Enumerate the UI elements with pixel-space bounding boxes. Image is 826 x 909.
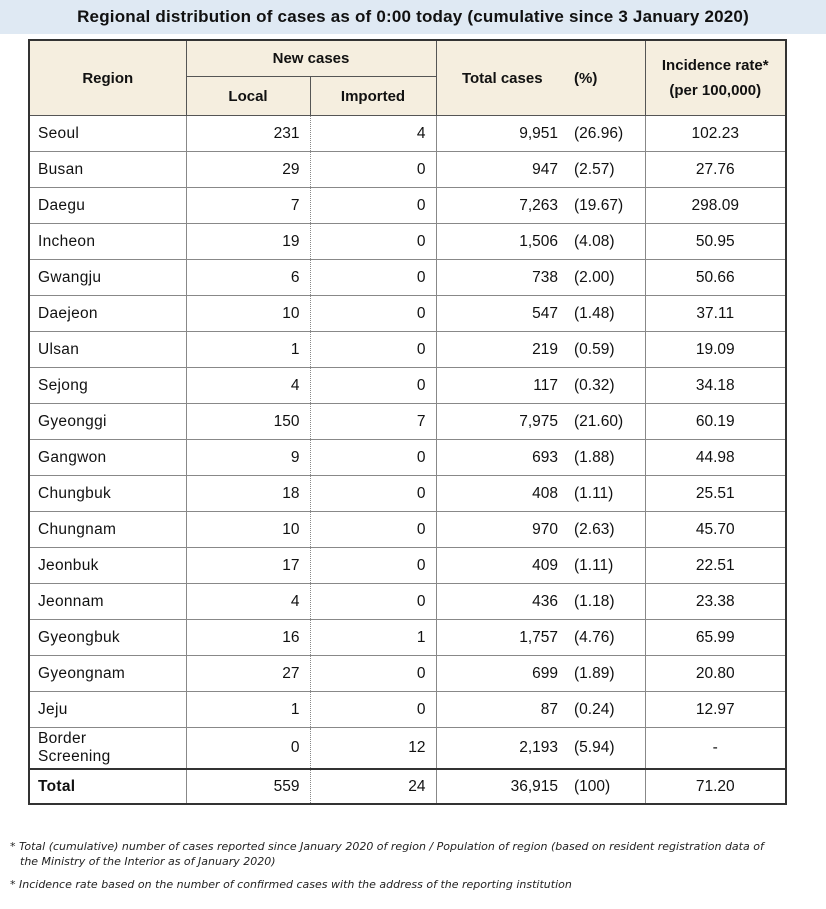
rate-cell: 71.20 [645, 769, 786, 804]
percent-cell: (1.11) [568, 548, 645, 584]
percent-cell: (19.67) [568, 188, 645, 224]
percent-cell: (4.08) [568, 224, 645, 260]
percent-cell: (1.11) [568, 476, 645, 512]
region-line1: Border [38, 730, 87, 747]
total-cell: 1,506 [436, 224, 568, 260]
total-cell: 87 [436, 692, 568, 728]
rate-cell: 12.97 [645, 692, 786, 728]
region-cell: Gangwon [29, 440, 186, 476]
imported-cell: 0 [310, 512, 436, 548]
imported-cell: 0 [310, 656, 436, 692]
header-incidence-rate-line1: Incidence rate* [661, 57, 769, 74]
table-row [29, 224, 786, 260]
table-row [29, 692, 786, 728]
region-cell [29, 728, 186, 770]
rate-cell: 34.18 [645, 368, 786, 404]
total-cell: 409 [436, 548, 568, 584]
region-cell: Chungbuk [29, 476, 186, 512]
percent-cell: (1.18) [568, 584, 645, 620]
table-body [29, 116, 786, 805]
imported-cell: 0 [310, 332, 436, 368]
region-cell: Chungnam [29, 512, 186, 548]
region-cell: Ulsan [29, 332, 186, 368]
imported-cell: 7 [310, 404, 436, 440]
percent-cell: (0.32) [568, 368, 645, 404]
table-row [29, 296, 786, 332]
total-cell: 7,975 [436, 404, 568, 440]
region-cell: Total [29, 769, 186, 804]
percent-cell: (21.60) [568, 404, 645, 440]
local-cell: 16 [186, 620, 310, 656]
imported-cell: 0 [310, 584, 436, 620]
total-cell: 436 [436, 584, 568, 620]
region-cell: Sejong [29, 368, 186, 404]
total-cell: 970 [436, 512, 568, 548]
rate-cell: 25.51 [645, 476, 786, 512]
total-cell: 219 [436, 332, 568, 368]
page-title: Regional distribution of cases as of 0:00 today (cumulative since 3 January 2020) [77, 7, 749, 26]
region-cell: Gyeongnam [29, 656, 186, 692]
local-cell: 4 [186, 584, 310, 620]
local-cell: 231 [186, 116, 310, 152]
imported-cell: 24 [310, 769, 436, 804]
region-cell: Jeonbuk [29, 548, 186, 584]
imported-cell: 0 [310, 296, 436, 332]
percent-cell: (2.63) [568, 512, 645, 548]
imported-cell: 0 [310, 368, 436, 404]
total-cell: 2,193 [436, 728, 568, 770]
percent-cell: (1.88) [568, 440, 645, 476]
table-row [29, 152, 786, 188]
local-cell: 10 [186, 296, 310, 332]
region-cell: Gwangju [29, 260, 186, 296]
local-cell: 27 [186, 656, 310, 692]
region-cell: Daegu [29, 188, 186, 224]
footnote-2: * Incidence rate based on the number of confirmed cases with the address of the reporting institution [10, 878, 572, 891]
percent-cell: (1.89) [568, 656, 645, 692]
total-cell: 547 [436, 296, 568, 332]
table-row [29, 584, 786, 620]
table-row-border-screening [29, 728, 786, 770]
imported-cell: 0 [310, 152, 436, 188]
percent-cell: (0.59) [568, 332, 645, 368]
rate-cell: - [645, 728, 786, 770]
region-cell: Gyeongbuk [29, 620, 186, 656]
rate-cell: 19.09 [645, 332, 786, 368]
footnote-1-line2: the Ministry of the Interior as of January 2020) [20, 855, 276, 868]
footnote-1 [0, 839, 826, 869]
percent-cell: (4.76) [568, 620, 645, 656]
local-cell: 19 [186, 224, 310, 260]
table-row [29, 476, 786, 512]
local-cell: 559 [186, 769, 310, 804]
percent-cell: (1.48) [568, 296, 645, 332]
percent-cell: (100) [568, 769, 645, 804]
rate-cell: 50.95 [645, 224, 786, 260]
local-cell: 9 [186, 440, 310, 476]
rate-cell: 65.99 [645, 620, 786, 656]
region-cell: Incheon [29, 224, 186, 260]
percent-cell: (2.57) [568, 152, 645, 188]
total-cell: 947 [436, 152, 568, 188]
header-incidence-rate [645, 40, 786, 116]
table-row [29, 440, 786, 476]
header-percent: (%) [568, 40, 645, 116]
rate-cell: 22.51 [645, 548, 786, 584]
local-cell: 150 [186, 404, 310, 440]
region-cell: Gyeonggi [29, 404, 186, 440]
table-row [29, 260, 786, 296]
total-cell: 117 [436, 368, 568, 404]
local-cell: 1 [186, 692, 310, 728]
header-incidence-rate-line2: (per 100,000) [669, 82, 762, 99]
local-cell: 4 [186, 368, 310, 404]
table-row-total [29, 769, 786, 804]
table-row [29, 188, 786, 224]
imported-cell: 0 [310, 188, 436, 224]
local-cell: 7 [186, 188, 310, 224]
header-total-cases: Total cases [436, 40, 568, 116]
table-row [29, 620, 786, 656]
rate-cell: 44.98 [645, 440, 786, 476]
local-cell: 10 [186, 512, 310, 548]
table-row [29, 332, 786, 368]
local-cell: 29 [186, 152, 310, 188]
local-cell: 18 [186, 476, 310, 512]
header-imported: Imported [310, 77, 436, 116]
region-cell: Jeonnam [29, 584, 186, 620]
local-cell: 17 [186, 548, 310, 584]
table-row [29, 116, 786, 152]
total-cell: 699 [436, 656, 568, 692]
rate-cell: 298.09 [645, 188, 786, 224]
local-cell: 1 [186, 332, 310, 368]
rate-cell: 102.23 [645, 116, 786, 152]
header-region: Region [29, 40, 186, 116]
region-cell: Jeju [29, 692, 186, 728]
rate-cell: 45.70 [645, 512, 786, 548]
region-cell: Busan [29, 152, 186, 188]
local-cell: 6 [186, 260, 310, 296]
imported-cell: 0 [310, 224, 436, 260]
imported-cell: 0 [310, 440, 436, 476]
rate-cell: 37.11 [645, 296, 786, 332]
regional-cases-table [28, 39, 787, 805]
table-row [29, 368, 786, 404]
table-row [29, 548, 786, 584]
table-row [29, 656, 786, 692]
footnote-1-line1: * Total (cumulative) number of cases reported since January 2020 of region / Population of region (based on resident registration data of [10, 840, 764, 853]
table-row [29, 404, 786, 440]
imported-cell: 12 [310, 728, 436, 770]
header-local: Local [186, 77, 310, 116]
total-cell: 7,263 [436, 188, 568, 224]
imported-cell: 4 [310, 116, 436, 152]
region-line2: Screening [38, 748, 111, 765]
header-new-cases: New cases [186, 40, 436, 77]
rate-cell: 27.76 [645, 152, 786, 188]
region-cell: Seoul [29, 116, 186, 152]
total-cell: 36,915 [436, 769, 568, 804]
percent-cell: (5.94) [568, 728, 645, 770]
imported-cell: 0 [310, 692, 436, 728]
table-row [29, 512, 786, 548]
rate-cell: 60.19 [645, 404, 786, 440]
imported-cell: 0 [310, 260, 436, 296]
total-cell: 408 [436, 476, 568, 512]
region-cell: Daejeon [29, 296, 186, 332]
total-cell: 1,757 [436, 620, 568, 656]
imported-cell: 0 [310, 548, 436, 584]
total-cell: 738 [436, 260, 568, 296]
percent-cell: (2.00) [568, 260, 645, 296]
percent-cell: (26.96) [568, 116, 645, 152]
imported-cell: 0 [310, 476, 436, 512]
rate-cell: 23.38 [645, 584, 786, 620]
percent-cell: (0.24) [568, 692, 645, 728]
total-cell: 693 [436, 440, 568, 476]
rate-cell: 50.66 [645, 260, 786, 296]
total-cell: 9,951 [436, 116, 568, 152]
rate-cell: 20.80 [645, 656, 786, 692]
local-cell: 0 [186, 728, 310, 770]
imported-cell: 1 [310, 620, 436, 656]
